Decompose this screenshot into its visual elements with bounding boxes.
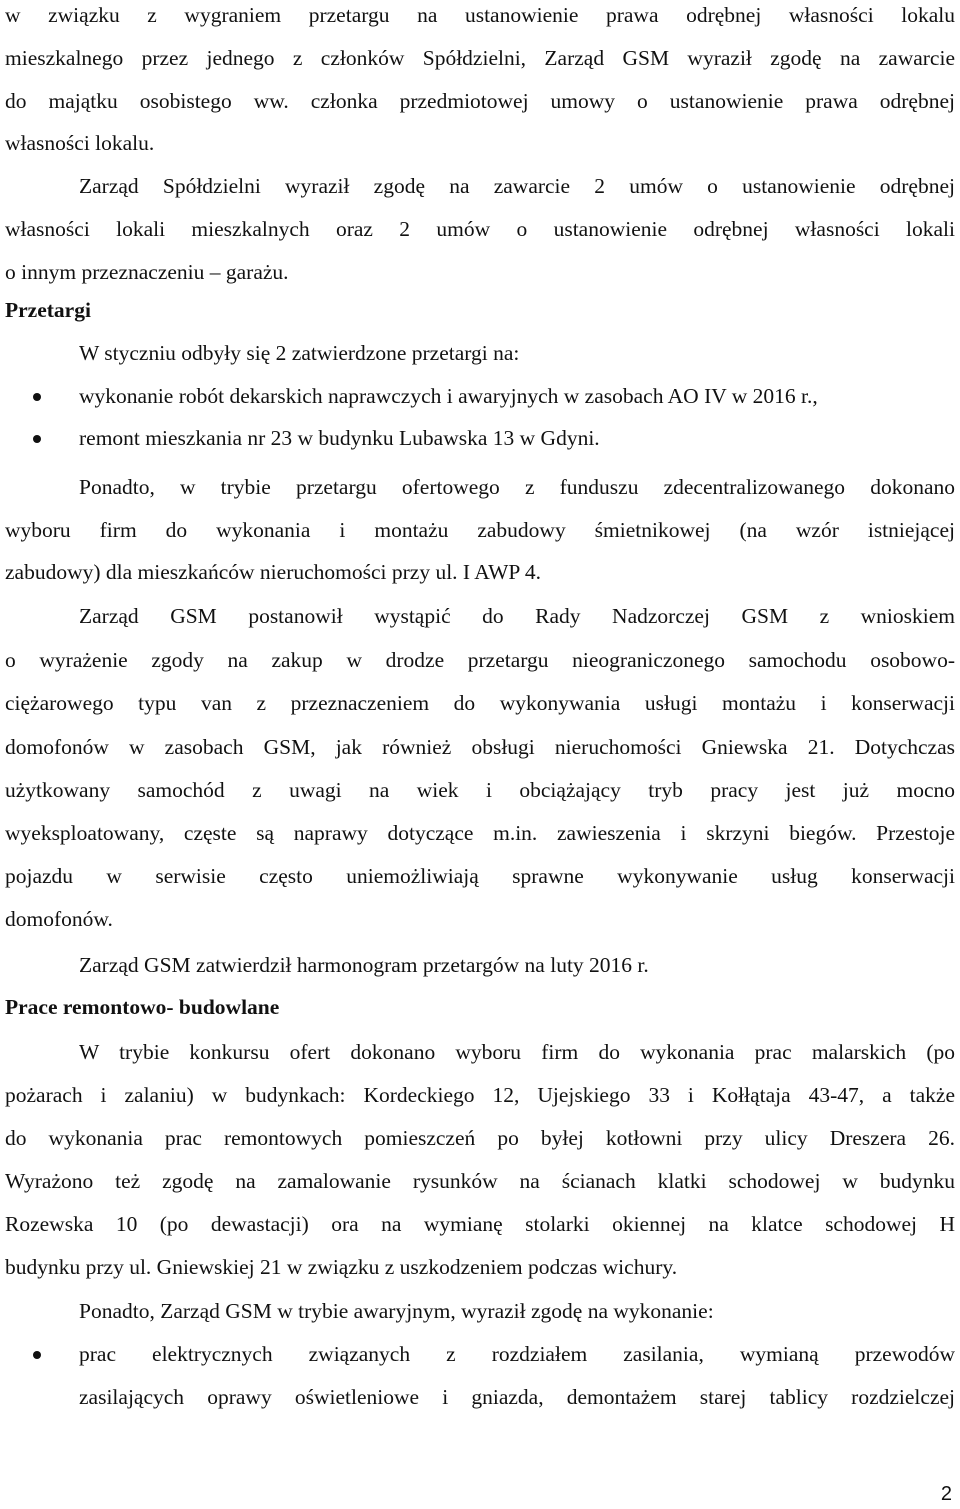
list-item: zasilających oprawy oświetleniowe i gniazda, demontażem starej tablicy rozdzielczej	[79, 1385, 955, 1409]
text-line: W trybie konkursu ofert dokonano wyboru firm do wykonania prac malarskich (po	[79, 1040, 955, 1064]
text-line: Wyrażono też zgodę na zamalowanie rysunków na ścianach klatki schodowej w budynku	[5, 1169, 955, 1193]
text-line: wyeksploatowany, częste są naprawy dotyczące m.in. zawieszenia i skrzyni biegów. Przestoje	[5, 821, 955, 845]
bullet-icon	[33, 393, 41, 401]
bullet-icon	[33, 435, 41, 443]
text-line: Rozewska 10 (po dewastacji) ora na wymianę stolarki okiennej na klatce schodowej H	[5, 1212, 955, 1236]
text-line: Ponadto, w trybie przetargu ofertowego z funduszu zdecentralizowanego dokonano	[79, 475, 955, 499]
text-line: o innym przeznaczeniu – garażu.	[5, 260, 289, 284]
text-line: własności lokalu.	[5, 131, 155, 155]
text-line: zabudowy) dla mieszkańców nieruchomości przy ul. I AWP 4.	[5, 560, 542, 584]
text-line: w związku z wygraniem przetargu na ustanowienie prawa odrębnej własności lokalu	[5, 3, 955, 27]
text-line: do majątku osobistego ww. członka przedmiotowej umowy o ustanowienie prawa odrębnej	[5, 89, 955, 113]
page-number: 2	[940, 1483, 952, 1505]
list-item: prac elektrycznych związanych z rozdziałem zasilania, wymianą przewodów	[79, 1342, 955, 1366]
bullet-icon	[33, 1351, 41, 1359]
text-line: domofonów w zasobach GSM, jak również obsługi nieruchomości Gniewska 21. Dotychczas	[5, 735, 955, 759]
list-item: wykonanie robót dekarskich naprawczych i awaryjnych w zasobach AO IV w 2016 r.,	[79, 384, 818, 408]
section-heading: Przetargi	[5, 298, 91, 322]
text-line: własności lokali mieszkalnych oraz 2 umów o ustanowienie odrębnej własności lokali	[5, 217, 955, 241]
text-line: do wykonania prac remontowych pomieszczeń po byłej kotłowni przy ulicy Dreszera 26.	[5, 1126, 955, 1150]
text-line: domofonów.	[5, 907, 113, 931]
text-line: W styczniu odbyły się 2 zatwierdzone przetargi na:	[79, 341, 520, 365]
text-line: Zarząd GSM postanowił wystąpić do Rady Nadzorczej GSM z wnioskiem	[79, 604, 955, 628]
text-line: ciężarowego typu van z przeznaczeniem do wykonywania usługi montażu i konserwacji	[5, 691, 955, 715]
text-line: o wyrażenie zgody na zakup w drodze przetargu nieograniczonego samochodu osobowo-	[5, 648, 955, 672]
text-line: Zarząd GSM zatwierdził harmonogram przetargów na luty 2016 r.	[79, 953, 649, 977]
text-line: pożarach i zalaniu) w budynkach: Kordeckiego 12, Ujejskiego 33 i Kołłątaja 43-47, a także	[5, 1083, 955, 1107]
text-line: użytkowany samochód z uwagi na wiek i obciążający tryb pracy jest już mocno	[5, 778, 955, 802]
text-line: wyboru firm do wykonania i montażu zabudowy śmietnikowej (na wzór istniejącej	[5, 518, 955, 542]
text-line: budynku przy ul. Gniewskiej 21 w związku z uszkodzeniem podczas wichury.	[5, 1255, 678, 1279]
text-line: Ponadto, Zarząd GSM w trybie awaryjnym, wyraził zgodę na wykonanie:	[79, 1299, 714, 1323]
section-heading: Prace remontowo- budowlane	[5, 995, 280, 1019]
text-line: Zarząd Spółdzielni wyraził zgodę na zawarcie 2 umów o ustanowienie odrębnej	[79, 174, 955, 198]
text-line: mieszkalnego przez jednego z członków Spółdzielni, Zarząd GSM wyraził zgodę na zawarcie	[5, 46, 955, 70]
text-line: pojazdu w serwisie często uniemożliwiają sprawne wykonywanie usług konserwacji	[5, 864, 955, 888]
list-item: remont mieszkania nr 23 w budynku Lubawska 13 w Gdyni.	[79, 426, 600, 450]
